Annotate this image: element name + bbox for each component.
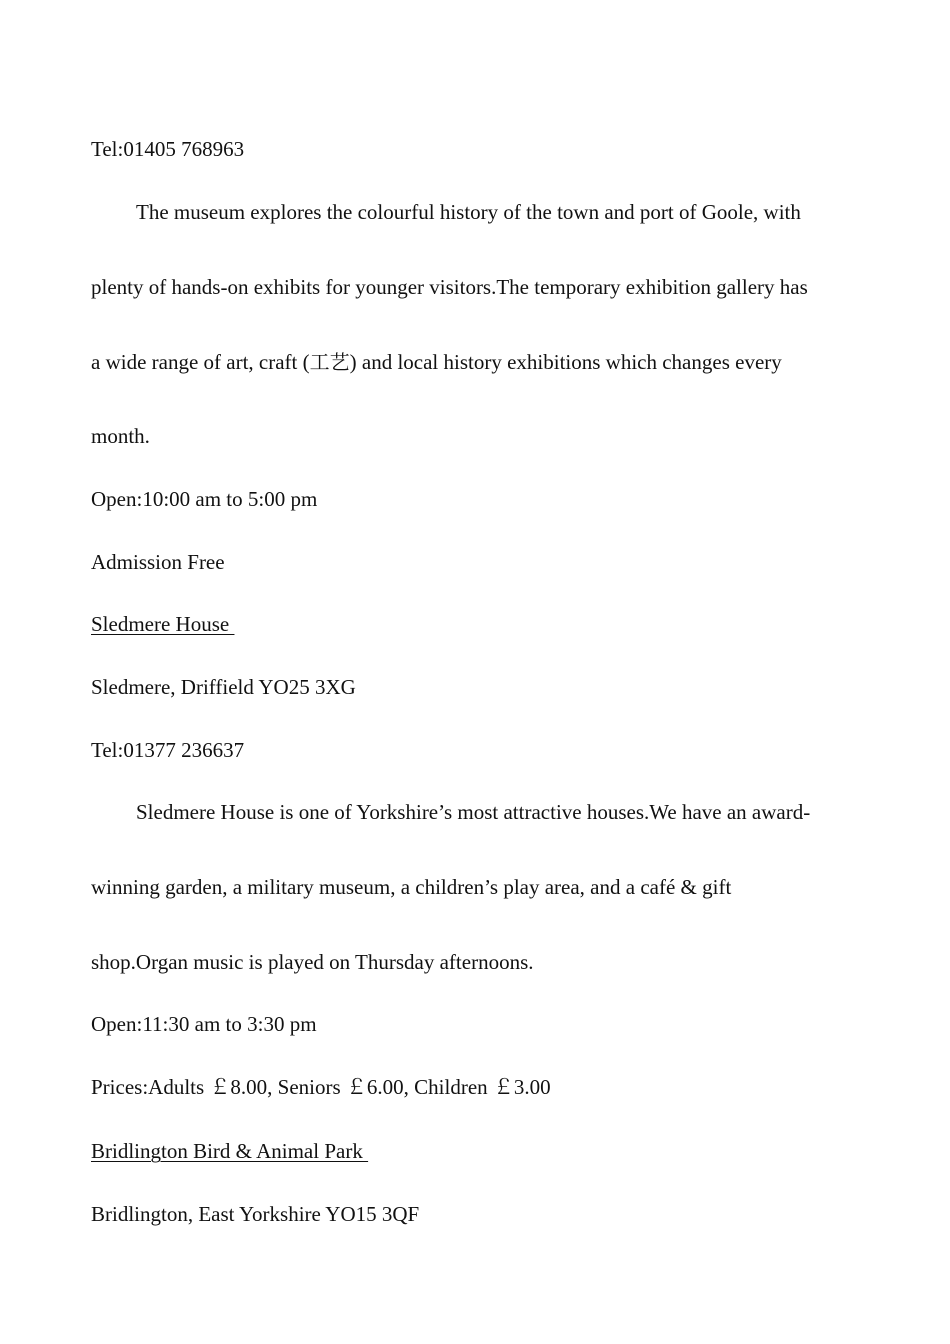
goole-description-line-4: month. <box>91 424 150 448</box>
goole-description-line-3-end: ) and local history exhibitions which changes every <box>349 350 782 374</box>
bridlington-title <box>91 1138 368 1164</box>
sledmere-prices: Prices:Adults ￡8.00, Seniors ￡6.00, Children ￡3.00 <box>91 1075 551 1099</box>
goole-admission: Admission Free <box>91 550 225 574</box>
sledmere-tel: Tel:01377 236637 <box>91 738 245 762</box>
sledmere-opening-hours: Open:11:30 am to 3:30 pm <box>91 1012 317 1036</box>
bridlington-address: Bridlington, East Yorkshire YO15 3QF <box>91 1202 420 1226</box>
craft-chinese-gloss: 工艺 <box>309 350 350 374</box>
sledmere-description-line-3: shop.Organ music is played on Thursday afternoons. <box>91 950 534 974</box>
bridlington-title-text: Bridlington Bird & Animal Park <box>91 1139 369 1163</box>
goole-description-line-2: plenty of hands-on exhibits for younger visitors.The temporary exhibition gallery has <box>91 275 808 299</box>
sledmere-description-line-1: Sledmere House is one of Yorkshire’s most attractive houses.We have an award- <box>136 800 811 824</box>
goole-description-line-1: The museum explores the colourful history of the town and port of Goole, with <box>136 200 801 224</box>
goole-tel: Tel:01405 768963 <box>91 137 245 161</box>
sledmere-title-text: Sledmere House <box>91 612 235 636</box>
sledmere-title <box>91 611 234 637</box>
goole-description-line-3-start: a wide range of art, craft ( <box>91 350 310 374</box>
goole-opening-hours: Open:10:00 am to 5:00 pm <box>91 487 318 511</box>
sledmere-address: Sledmere, Driffield YO25 3XG <box>91 675 356 699</box>
sledmere-description-line-2: winning garden, a military museum, a children’s play area, and a café & gift <box>91 875 732 899</box>
goole-description-line-3 <box>91 349 782 375</box>
